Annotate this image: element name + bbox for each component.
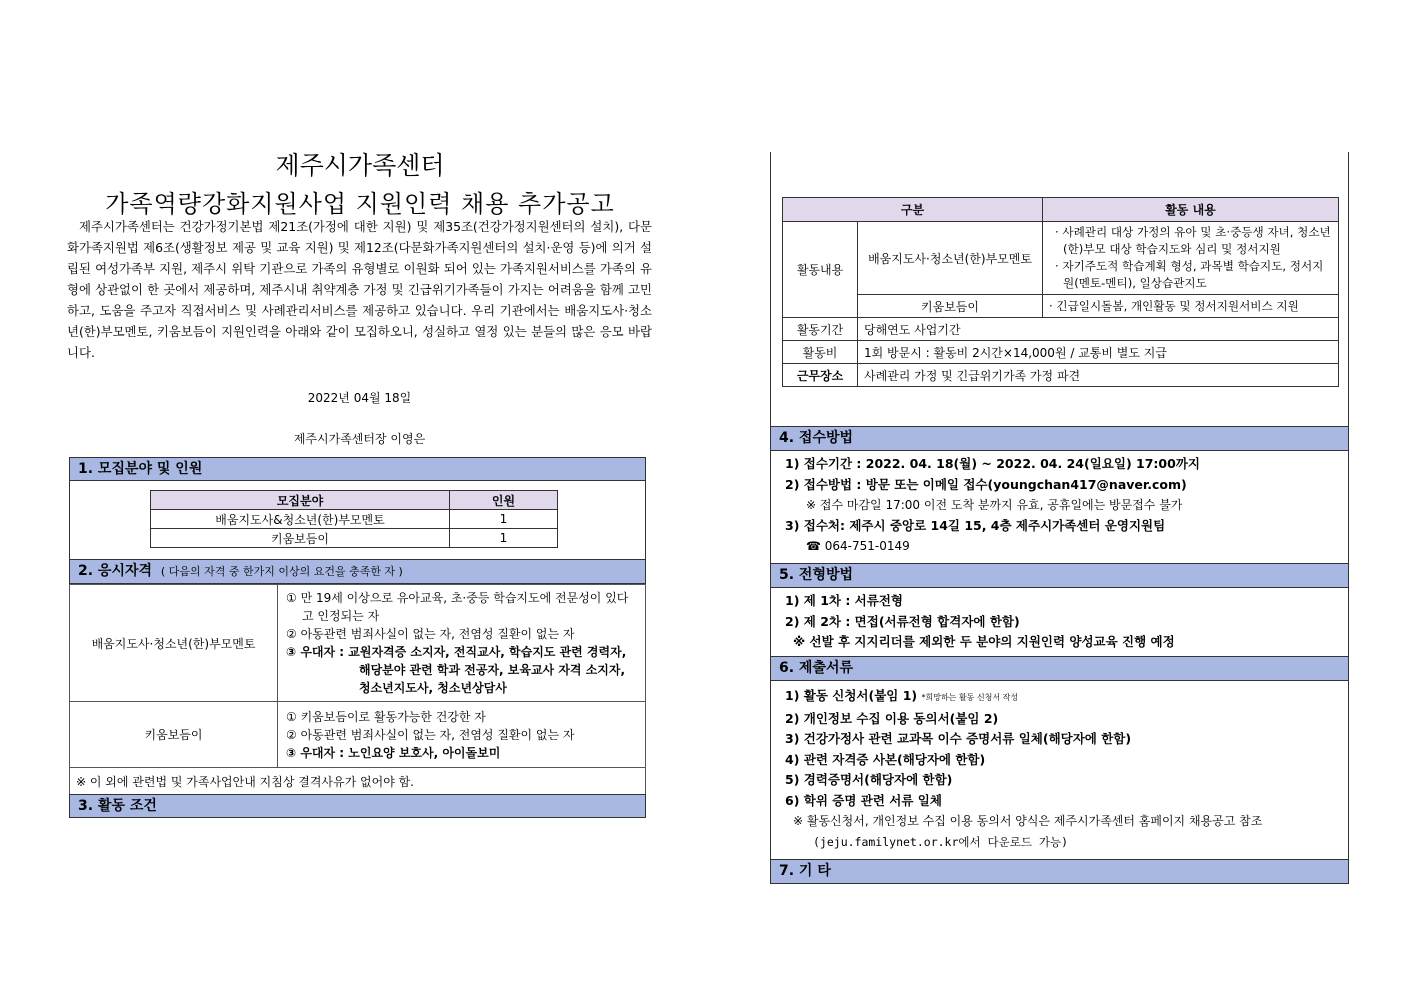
list-item [785, 686, 1345, 709]
qual-line: ① 만 19세 이상으로 유아교육, 초·중등 학습지도에 전문성이 있다고 인정되는 자 [286, 591, 629, 623]
list-item: 1) 제 1차 : 서류전형 [785, 593, 903, 608]
table-row [70, 702, 646, 768]
section-5-box [770, 587, 1349, 657]
activity-label: 활동내용 [783, 222, 858, 318]
list-item-text: 1) 활동 신청서(붙임 1) [785, 688, 918, 703]
table-row [783, 364, 1339, 387]
qual-field-name: 키움보듬이 [70, 702, 278, 768]
list-item: 2) 개인정보 수집 이용 동의서(붙임 2) [785, 710, 999, 726]
fee-label: 활동비 [783, 341, 858, 364]
section-1-header: 1. 모집분야 및 인원 [69, 457, 646, 481]
qual-preferred: ③ 우대자 : 노인요양 보호사, 아이돌보미 [286, 745, 501, 760]
notice-signer: 제주시가족센터장 이영은 [293, 432, 426, 446]
section-7-header: 7. 기 타 [770, 859, 1349, 884]
place-label: 근무장소 [783, 364, 858, 387]
list-item: ※ 선발 후 지지리더를 제외한 두 분야의 지원인력 양성교육 진행 예정 [793, 634, 1175, 649]
recruit-field: 배움지도사&청소년(한)부모멘토 [151, 510, 450, 529]
section-1-box [69, 480, 646, 560]
page-title: 제주시가족센터 [275, 151, 445, 180]
table-row [151, 529, 558, 548]
section-4-header: 4. 접수방법 [770, 426, 1349, 451]
list-item-small: *희망하는 활동 신청서 작성 [921, 693, 1019, 702]
section-4-box [770, 450, 1349, 564]
period-label: 활동기간 [783, 318, 858, 341]
activity-table [782, 197, 1339, 387]
table-row [783, 341, 1339, 364]
qualification-table [69, 584, 646, 795]
list-item: 4) 관련 자격증 사본(해당자에 한함) [785, 751, 986, 767]
recruit-header-count: 인원 [450, 491, 558, 510]
table-row [151, 510, 558, 529]
activity-field: 배움지도사·청소년(한)부모멘토 [858, 222, 1043, 295]
qual-field-name: 배움지도사·청소년(한)부모멘토 [70, 585, 278, 702]
section-2-header [69, 559, 646, 584]
table-row [783, 318, 1339, 341]
activity-header-category: 구분 [783, 198, 1043, 222]
recruit-field: 키움보듬이 [151, 529, 450, 548]
section-3-header: 3. 활동 조건 [69, 794, 646, 818]
qual-line: ② 아동관련 범죄사실이 없는 자, 전염성 질환이 없는 자 [286, 627, 575, 641]
page-subtitle: 가족역량강화지원사업 지원인력 채용 추가공고 [105, 190, 615, 218]
list-item: (jeju.familynet.or.kr에서 다운로드 가능) [813, 834, 1069, 849]
list-item: 2) 접수방법 : 방문 또는 이메일 접수(youngchan417@naver.com) [785, 476, 1187, 492]
section-2-title: 2. 응시자격 [78, 563, 153, 579]
list-item: 2) 제 2차 : 면접(서류전형 합격자에 한함) [785, 613, 1020, 629]
intro-paragraph: 제주시가족센터는 건강가정기본법 제21조(가정에 대한 지원) 및 제35조(건강가정지원센터의 설치), 다문화가족지원법 제6조(생활정보 제공 및 교육 지원) 및 제12조(다문화가족지원센터의 설치·운영 등)에 의거 설립된 여성가족부 지원, 제주시 위탁 기관으로 가족의 유형별로 이원화 되어 있는 가족지원서비스를 가족의 유형에 상관없이 한 곳에서 제공하며, 제주시내 취약계층 가정 및 긴급위기가족들이 가지는 어려움을 함께 고민하고, 도움을 주고자 직접서비스 및 사례관리서비스를 제공하고 있습니다. 우리 기관에서는 배움지도사·청소년(한)부모멘토, 키움보듬이 지원인력을 아래와 같이 모집하오니, 성실하고 열정 있는 분들의 많은 응모 바랍니다. [67, 219, 652, 360]
left-page [0, 0, 700, 992]
table-row [783, 295, 1339, 318]
list-item: 6) 학위 증명 관련 서류 일체 [785, 792, 942, 808]
list-item: ☎ 064-751-0149 [806, 539, 910, 553]
recruit-table [150, 490, 558, 548]
activity-header-content: 활동 내용 [1043, 198, 1339, 222]
notice-date: 2022년 04월 18일 [307, 391, 412, 405]
list-item: 1) 접수기간 : 2022. 04. 18(월) ~ 2022. 04. 24(일요일) 17:00까지 [785, 456, 1200, 471]
activity-desc: · 긴급일시돌봄, 개인활동 및 정서지원서비스 지원 [1043, 295, 1339, 318]
activity-field: 키움보듬이 [858, 295, 1043, 318]
recruit-count: 1 [450, 529, 558, 548]
qual-preferred: ③ 우대자 : 교원자격증 소지자, 전직교사, 학습지도 관련 경력자, 해당분야 관련 학과 전공자, 보육교사 자격 소지자, 청소년지도사, 청소년상담사 [286, 645, 627, 695]
fee-value: 1회 방문시 : 활동비 2시간×14,000원 / 교통비 별도 지급 [858, 341, 1339, 364]
table-row [70, 768, 646, 795]
qual-line: ② 아동관련 범죄사실이 없는 자, 전염성 질환이 없는 자 [286, 727, 575, 742]
activity-desc: · 자기주도적 학습계획 형성, 과목별 학습지도, 정서지원(멘토-멘티), 일상습관지도 [1055, 259, 1324, 290]
section-2-note: ( 다음의 자격 중 한가지 이상의 요건을 충족한 자 ) [160, 565, 403, 578]
list-item: 3) 건강가정사 관련 교과목 이수 증명서류 일체(해당자에 한함) [785, 731, 1132, 746]
list-item: ※ 접수 마감일 17:00 이전 도착 분까지 유효, 공휴일에는 방문접수 불가 [806, 498, 1183, 512]
recruit-header-field: 모집분야 [151, 491, 450, 510]
activity-desc: · 사례관리 대상 가정의 유아 및 초·중등생 자녀, 청소년(한)부모 대상 학습지도와 심리 및 정서지원 [1055, 225, 1331, 256]
qual-line: ① 키움보듬이로 활동가능한 건강한 자 [286, 709, 486, 724]
place-value: 사례관리 가정 및 긴급위기가족 가정 파견 [858, 364, 1339, 387]
list-item: 3) 접수처: 제주시 중앙로 14길 15, 4층 제주시가족센터 운영지원팀 [785, 517, 1166, 533]
list-item: ※ 활동신청서, 개인정보 수집 이용 동의서 양식은 제주시가족센터 홈페이지 채용공고 참조 [793, 814, 1263, 828]
period-value: 당해연도 사업기간 [858, 318, 1339, 341]
section-6-box [770, 680, 1349, 860]
table-row [70, 585, 646, 702]
recruit-count: 1 [450, 510, 558, 529]
section-5-header: 5. 전형방법 [770, 563, 1349, 588]
table-row [783, 222, 1339, 295]
list-item: 5) 경력증명서(해당자에 한함) [785, 772, 953, 787]
qual-note: ※ 이 외에 관련법 및 가족사업안내 지침상 결격사유가 없어야 함. [70, 768, 646, 795]
section-6-header: 6. 제출서류 [770, 656, 1349, 681]
